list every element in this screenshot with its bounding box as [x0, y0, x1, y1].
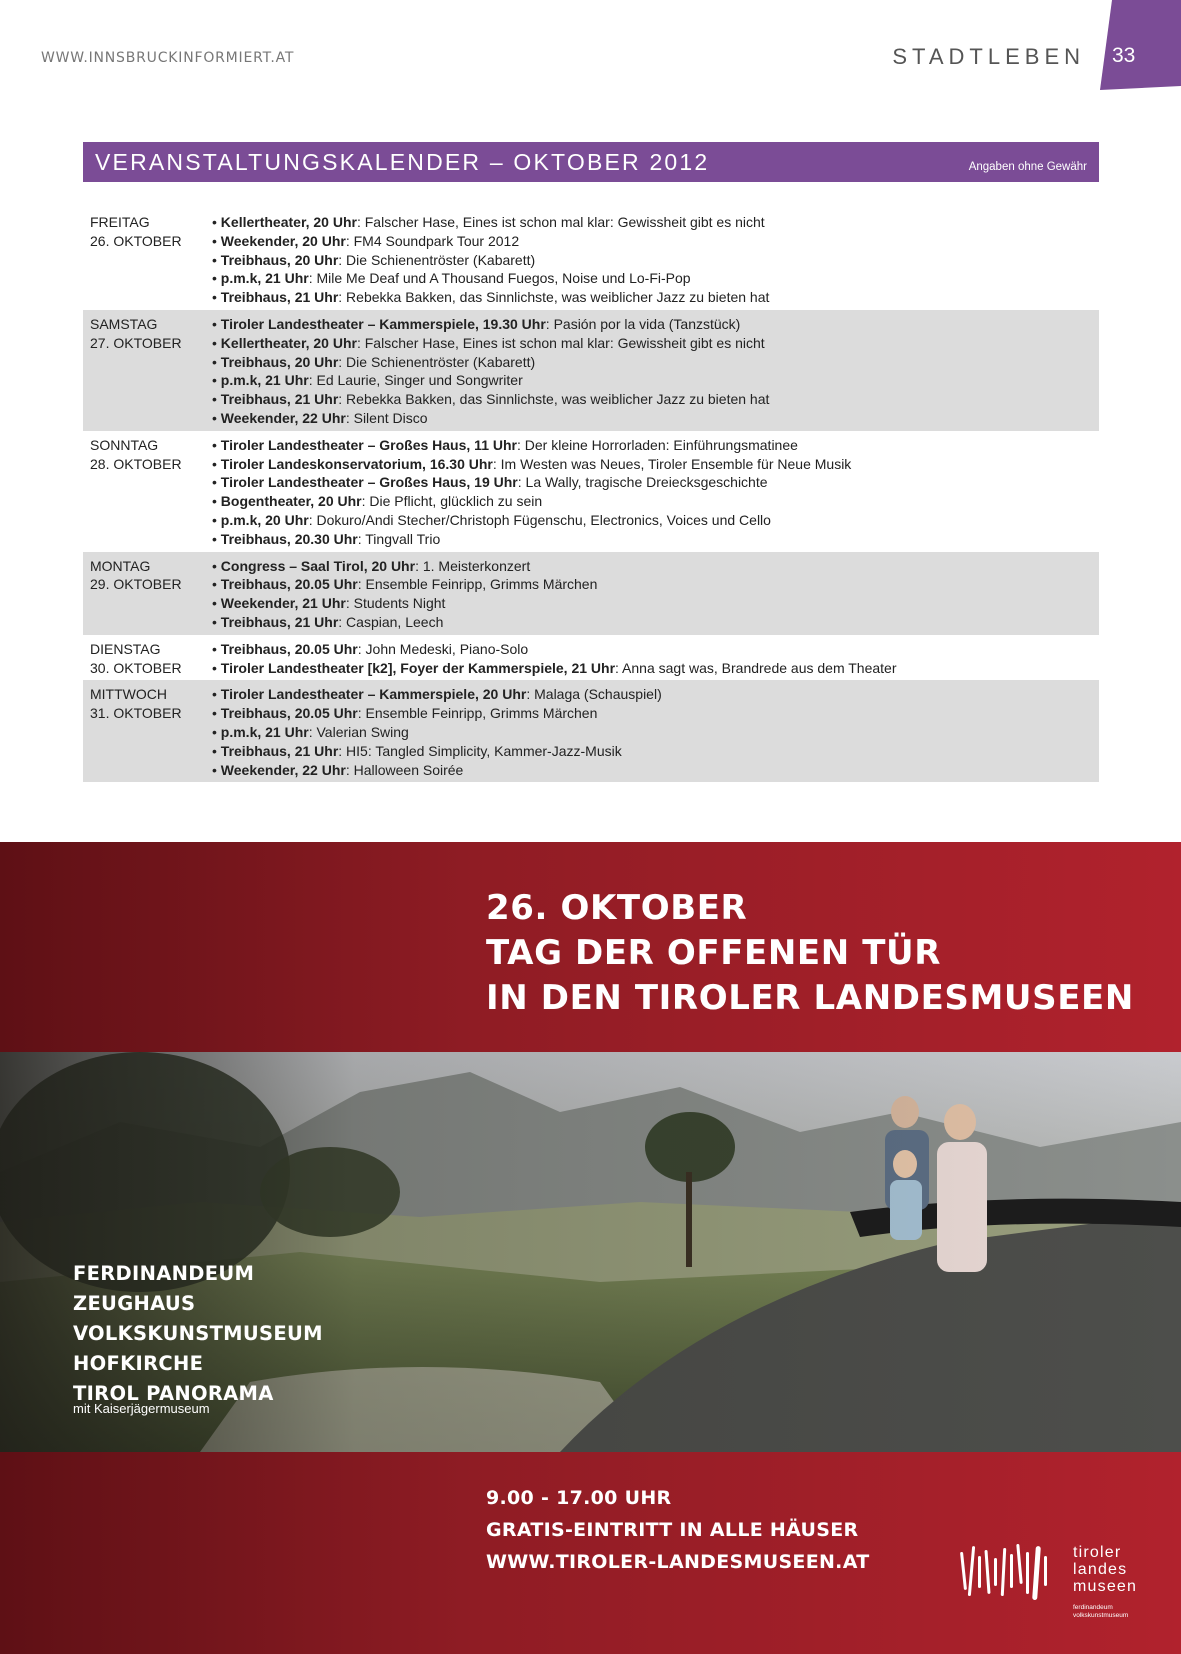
- event-venue-time: Treibhaus, 20.05 Uhr: [220, 640, 358, 657]
- event-venue-time: Kellertheater, 20 Uhr: [220, 334, 357, 351]
- weekday: DIENSTAG: [90, 640, 161, 657]
- event-description: : La Wally, tragische Dreiecksgeschichte: [517, 474, 768, 491]
- event-description: : Rebekka Bakken, das Sinnlichste, was weiblicher Jazz zu bieten hat: [338, 289, 770, 306]
- event-description: : Falscher Hase, Eines ist schon mal klar: Gewissheit gibt es nicht: [356, 334, 765, 351]
- calendar-disclaimer: Angaben ohne Gewähr: [968, 161, 1087, 173]
- event-item: [212, 575, 1099, 594]
- date: 26. OKTOBER: [90, 232, 182, 249]
- event-venue-time: Weekender, 20 Uhr: [220, 232, 346, 249]
- date: 29. OKTOBER: [90, 576, 182, 593]
- event-list: [212, 436, 1099, 549]
- date: 30. OKTOBER: [90, 659, 182, 676]
- event-venue-time: Congress – Saal Tirol, 20 Uhr: [220, 557, 416, 574]
- event-item: [212, 251, 1099, 270]
- event-item: [212, 613, 1099, 632]
- day-label: [83, 685, 212, 779]
- day-label: [83, 640, 212, 678]
- event-venue-time: Treibhaus, 20 Uhr: [220, 353, 339, 370]
- museum-logo-icon: [960, 1542, 1056, 1602]
- event-item: [212, 232, 1099, 251]
- event-venue-time: Treibhaus, 20.05 Uhr: [220, 705, 358, 722]
- museum-website-link[interactable]: WWW.TIROLER-LANDESMUSEEN.AT: [486, 1551, 870, 1573]
- event-item: [212, 315, 1099, 334]
- opening-hours: 9.00 - 17.00 UHR: [486, 1487, 672, 1509]
- event-description: : Tingvall Trio: [357, 530, 441, 547]
- event-item: [212, 659, 1099, 678]
- event-list: [212, 557, 1099, 632]
- calendar-day-row: [83, 635, 1099, 681]
- event-item: [212, 640, 1099, 659]
- event-description: : Rebekka Bakken, das Sinnlichste, was weiblicher Jazz zu bieten hat: [338, 391, 770, 408]
- event-description: : Die Pflicht, glücklich zu sein: [361, 493, 543, 510]
- day-label: [83, 436, 212, 549]
- event-description: : Die Schienentröster (Kabarett): [338, 251, 536, 268]
- museum-subtitle: mit Kaiserjägermuseum: [73, 1401, 210, 1416]
- event-venue-time: Tiroler Landestheater – Großes Haus, 11 Uhr: [220, 436, 517, 453]
- event-venue-time: p.m.k, 21 Uhr: [220, 270, 309, 287]
- logo-word: museen: [1073, 1578, 1138, 1595]
- event-venue-time: Treibhaus, 21 Uhr: [220, 613, 339, 630]
- calendar-day-row: [83, 310, 1099, 431]
- event-item: [212, 723, 1099, 742]
- event-item: [212, 492, 1099, 511]
- event-item: [212, 530, 1099, 549]
- museum-name: HOFKIRCHE: [73, 1352, 204, 1375]
- event-venue-time: Bogentheater, 20 Uhr: [220, 493, 362, 510]
- museum-advertisement[interactable]: [0, 842, 1181, 1654]
- section-title: STADTLEBEN: [892, 44, 1085, 69]
- event-description: : Ed Laurie, Singer und Songwriter: [308, 372, 523, 389]
- weekday: MONTAG: [90, 557, 151, 574]
- event-list: [212, 640, 1099, 678]
- event-venue-time: Treibhaus, 21 Uhr: [220, 742, 339, 759]
- calendar-header: [83, 142, 1099, 182]
- day-label: [83, 315, 212, 428]
- event-venue-time: Treibhaus, 21 Uhr: [220, 289, 339, 306]
- museum-name: ZEUGHAUS: [73, 1292, 196, 1315]
- museum-name: TIROL PANORAMA: [73, 1382, 274, 1405]
- event-list: [212, 685, 1099, 779]
- ad-headline-line: IN DEN TIROLER LANDESMUSEEN: [486, 978, 1134, 1018]
- event-calendar: [83, 208, 1099, 782]
- event-item: [212, 390, 1099, 409]
- event-item: [212, 511, 1099, 530]
- weekday: MITTWOCH: [90, 686, 167, 703]
- ad-headline: [486, 886, 1134, 1021]
- event-venue-time: Tiroler Landestheater [k2], Foyer der Kammerspiele, 21 Uhr: [220, 659, 616, 676]
- event-venue-time: Treibhaus, 20.30 Uhr: [220, 530, 358, 547]
- event-venue-time: p.m.k, 21 Uhr: [220, 372, 309, 389]
- event-item: [212, 353, 1099, 372]
- weekday: SONNTAG: [90, 436, 159, 453]
- event-item: [212, 371, 1099, 390]
- event-description: : Ensemble Feinripp, Grimms Märchen: [357, 576, 598, 593]
- calendar-day-row: [83, 680, 1099, 782]
- event-item: [212, 761, 1099, 780]
- event-venue-time: Weekender, 22 Uhr: [220, 409, 346, 426]
- calendar-title: VERANSTALTUNGSKALENDER – OKTOBER 2012: [95, 149, 710, 175]
- weekday: FREITAG: [90, 214, 150, 230]
- page-number: 33: [1112, 44, 1136, 67]
- event-description: : Valerian Swing: [308, 723, 409, 740]
- ad-headline-line: TAG DER OFFENEN TÜR: [486, 933, 942, 973]
- weekday: SAMSTAG: [90, 315, 158, 332]
- day-label: [83, 213, 212, 307]
- event-description: : Mile Me Deaf und A Thousand Fuegos, Noise und Lo-Fi-Pop: [308, 270, 691, 287]
- event-item: [212, 213, 1099, 232]
- museum-list: [73, 1259, 323, 1409]
- event-item: [212, 594, 1099, 613]
- calendar-day-row: [83, 208, 1099, 310]
- logo-subword: ferdinandeum: [1073, 1604, 1113, 1611]
- event-venue-time: Weekender, 21 Uhr: [220, 595, 346, 612]
- event-item: [212, 704, 1099, 723]
- event-description: : Malaga (Schauspiel): [526, 686, 662, 703]
- event-description: : Im Westen was Neues, Tiroler Ensemble für Neue Musik: [492, 455, 852, 472]
- event-venue-time: Tiroler Landestheater – Großes Haus, 19 Uhr: [220, 474, 518, 491]
- ad-headline-line: 26. OKTOBER: [486, 888, 748, 928]
- event-venue-time: Kellertheater, 20 Uhr: [220, 214, 357, 230]
- event-venue-time: Treibhaus, 20.05 Uhr: [220, 576, 358, 593]
- event-description: : Students Night: [345, 595, 446, 612]
- museum-name: VOLKSKUNSTMUSEUM: [73, 1322, 323, 1345]
- event-description: : Dokuro/Andi Stecher/Christoph Fügenschu, Electronics, Voices und Cello: [308, 511, 771, 528]
- event-description: : Halloween Soirée: [345, 761, 464, 778]
- ad-info: [486, 1482, 870, 1578]
- event-item: [212, 334, 1099, 353]
- event-description: : John Medeski, Piano-Solo: [357, 640, 529, 657]
- event-item: [212, 269, 1099, 288]
- date: 27. OKTOBER: [90, 334, 182, 351]
- page-tab-shape: [1098, 0, 1181, 90]
- event-item: [212, 409, 1099, 428]
- event-description: : Die Schienentröster (Kabarett): [338, 353, 536, 370]
- event-venue-time: p.m.k, 20 Uhr: [220, 511, 309, 528]
- logo-word: landes: [1073, 1561, 1128, 1578]
- event-description: : Anna sagt was, Brandrede aus dem Theater: [615, 659, 897, 676]
- event-item: [212, 455, 1099, 474]
- event-venue-time: Tiroler Landeskonservatorium, 16.30 Uhr: [220, 455, 493, 472]
- event-venue-time: Treibhaus, 20 Uhr: [220, 251, 339, 268]
- logo-subword: volkskunstmuseum: [1073, 1612, 1129, 1619]
- event-item: [212, 288, 1099, 307]
- event-item: [212, 742, 1099, 761]
- event-description: : Pasión por la vida (Tanzstück): [545, 315, 741, 332]
- event-venue-time: Treibhaus, 21 Uhr: [220, 391, 339, 408]
- event-description: : Falscher Hase, Eines ist schon mal klar: Gewissheit gibt es nicht: [356, 214, 765, 230]
- event-description: : Der kleine Horrorladen: Einführungsmatinee: [516, 436, 798, 453]
- day-label: [83, 557, 212, 632]
- museum-logo-text: [1073, 1544, 1137, 1595]
- museum-logo-subtext: [1073, 1604, 1128, 1620]
- event-item: [212, 436, 1099, 455]
- event-description: : HI5: Tangled Simplicity, Kammer-Jazz-Musik: [338, 742, 622, 759]
- event-description: : 1. Meisterkonzert: [415, 557, 531, 574]
- event-description: : Caspian, Leech: [338, 613, 444, 630]
- event-item: [212, 557, 1099, 576]
- event-list: [212, 213, 1099, 307]
- event-venue-time: Tiroler Landestheater – Kammerspiele, 19.30 Uhr: [220, 315, 546, 332]
- site-url[interactable]: WWW.INNSBRUCKINFORMIERT.AT: [41, 50, 295, 66]
- event-item: [212, 473, 1099, 492]
- event-venue-time: Tiroler Landestheater – Kammerspiele, 20 Uhr: [220, 686, 527, 703]
- free-entry-note: GRATIS-EINTRITT IN ALLE HÄUSER: [486, 1519, 859, 1541]
- event-venue-time: p.m.k, 21 Uhr: [220, 723, 309, 740]
- event-description: : Silent Disco: [345, 409, 428, 426]
- museum-name: FERDINANDEUM: [73, 1262, 255, 1285]
- event-venue-time: Weekender, 22 Uhr: [220, 761, 346, 778]
- event-description: : Ensemble Feinripp, Grimms Märchen: [357, 705, 598, 722]
- event-list: [212, 315, 1099, 428]
- date: 31. OKTOBER: [90, 705, 182, 722]
- logo-word: tiroler: [1073, 1544, 1122, 1561]
- event-item: [212, 685, 1099, 704]
- calendar-day-row: [83, 552, 1099, 635]
- date: 28. OKTOBER: [90, 455, 182, 472]
- event-description: : FM4 Soundpark Tour 2012: [345, 232, 520, 249]
- calendar-day-row: [83, 431, 1099, 552]
